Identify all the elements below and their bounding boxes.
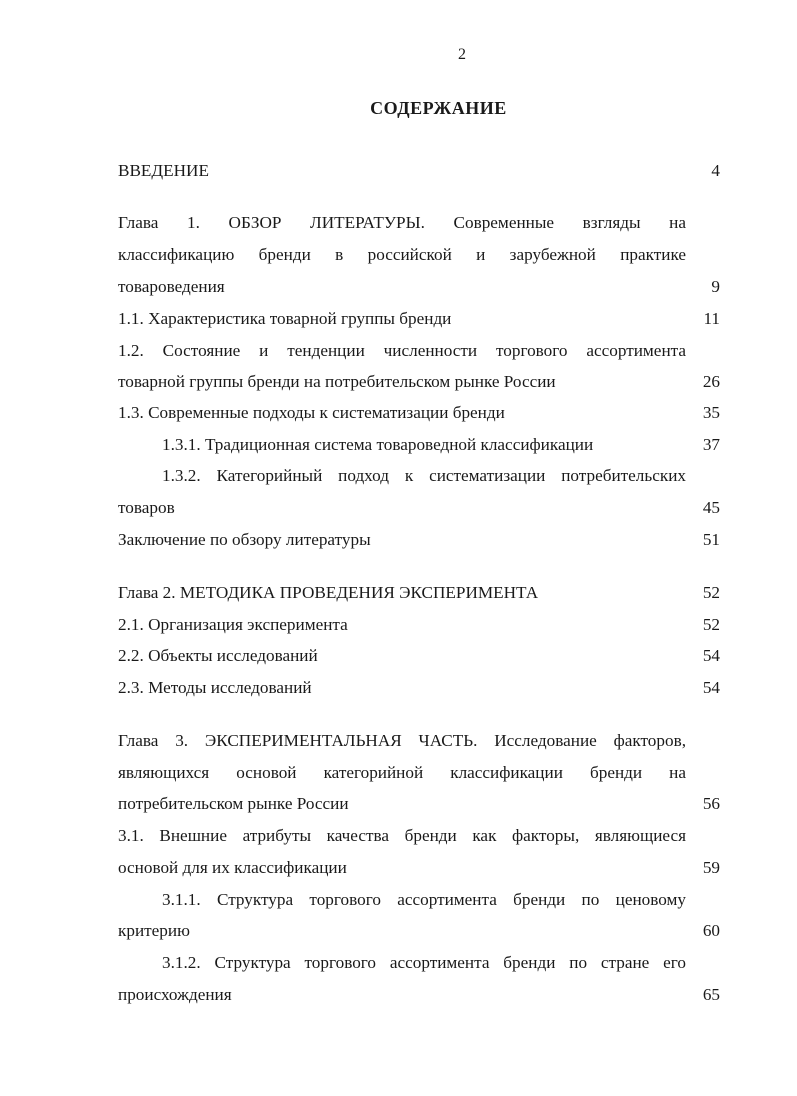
page-title: СОДЕРЖАНИЕ: [370, 98, 507, 118]
toc-entry-text: Глава 2. МЕТОДИКА ПРОВЕДЕНИЯ ЭКСПЕРИМЕНТА: [118, 583, 539, 602]
toc-entry-text: классификацию бренди в российской и зарубежной практике: [118, 245, 686, 264]
toc-entry-page: 65: [702, 985, 720, 1004]
toc-entry-text: основой для их классификации: [118, 858, 347, 877]
toc-entry-text: товароведения: [118, 277, 225, 296]
toc-entry-page: 26: [702, 372, 720, 391]
toc-entry-page: 4: [711, 161, 720, 180]
toc-entry-page: 56: [702, 794, 720, 813]
page-number: 2: [458, 46, 466, 63]
toc-entry-text: товаров: [118, 498, 175, 517]
toc-entry-text: 1.3.1. Традиционная система товароведной классификации: [162, 435, 594, 454]
toc-entry-page: 60: [702, 921, 720, 940]
toc-entry-page: 9: [711, 277, 720, 296]
toc-entry-page: 54: [702, 678, 720, 697]
toc-entry-text: 3.1.1. Структура торгового ассортимента бренди по ценовому: [162, 890, 686, 909]
toc-entry-page: 52: [702, 615, 720, 634]
toc-entry-text: 2.3. Методы исследований: [118, 678, 312, 697]
toc-entry-text: 2.1. Организация эксперимента: [118, 615, 348, 634]
toc-entry-text: происхождения: [118, 985, 232, 1004]
toc-entry-page: 37: [702, 435, 720, 454]
toc-entry-page: 59: [702, 858, 720, 877]
toc-entry-page: 54: [702, 646, 720, 665]
toc-entry-page: 45: [702, 498, 720, 517]
toc-entry-page: 51: [702, 530, 720, 549]
toc-entry-text: 1.3. Современные подходы к систематизации бренди: [118, 403, 505, 422]
toc-entry-text: потребительском рынке России: [118, 794, 349, 813]
toc-entry-text: критерию: [118, 921, 190, 940]
toc-entry-text: Глава 3. ЭКСПЕРИМЕНТАЛЬНАЯ ЧАСТЬ. Исследование факторов,: [118, 731, 686, 750]
toc-entry-text: 3.1. Внешние атрибуты качества бренди как факторы, являющиеся: [118, 826, 686, 845]
toc-entry-text: 1.2. Состояние и тенденции численности торгового ассортимента: [118, 341, 686, 360]
toc-entry-text: 2.2. Объекты исследований: [118, 646, 318, 665]
toc-entry-text: 1.1. Характеристика товарной группы бренди: [118, 309, 452, 328]
toc-entry-text: 1.3.2. Категорийный подход к систематизации потребительских: [162, 466, 686, 485]
toc-entry-text: ВВЕДЕНИЕ: [118, 161, 209, 180]
toc-entry-text: Глава 1. ОБЗОР ЛИТЕРАТУРЫ. Современные взгляды на: [118, 213, 686, 232]
toc-entry-text: Заключение по обзору литературы: [118, 530, 371, 549]
toc-entry-page: 11: [703, 309, 720, 328]
toc-entry-page: 52: [702, 583, 720, 602]
toc-entry-page: 35: [702, 403, 720, 422]
toc-entry-text: товарной группы бренди на потребительском рынке России: [118, 372, 556, 391]
toc-entry-text: 3.1.2. Структура торгового ассортимента бренди по стране его: [162, 953, 686, 972]
toc-entry-text: являющихся основой категорийной классификации бренди на: [118, 763, 686, 782]
